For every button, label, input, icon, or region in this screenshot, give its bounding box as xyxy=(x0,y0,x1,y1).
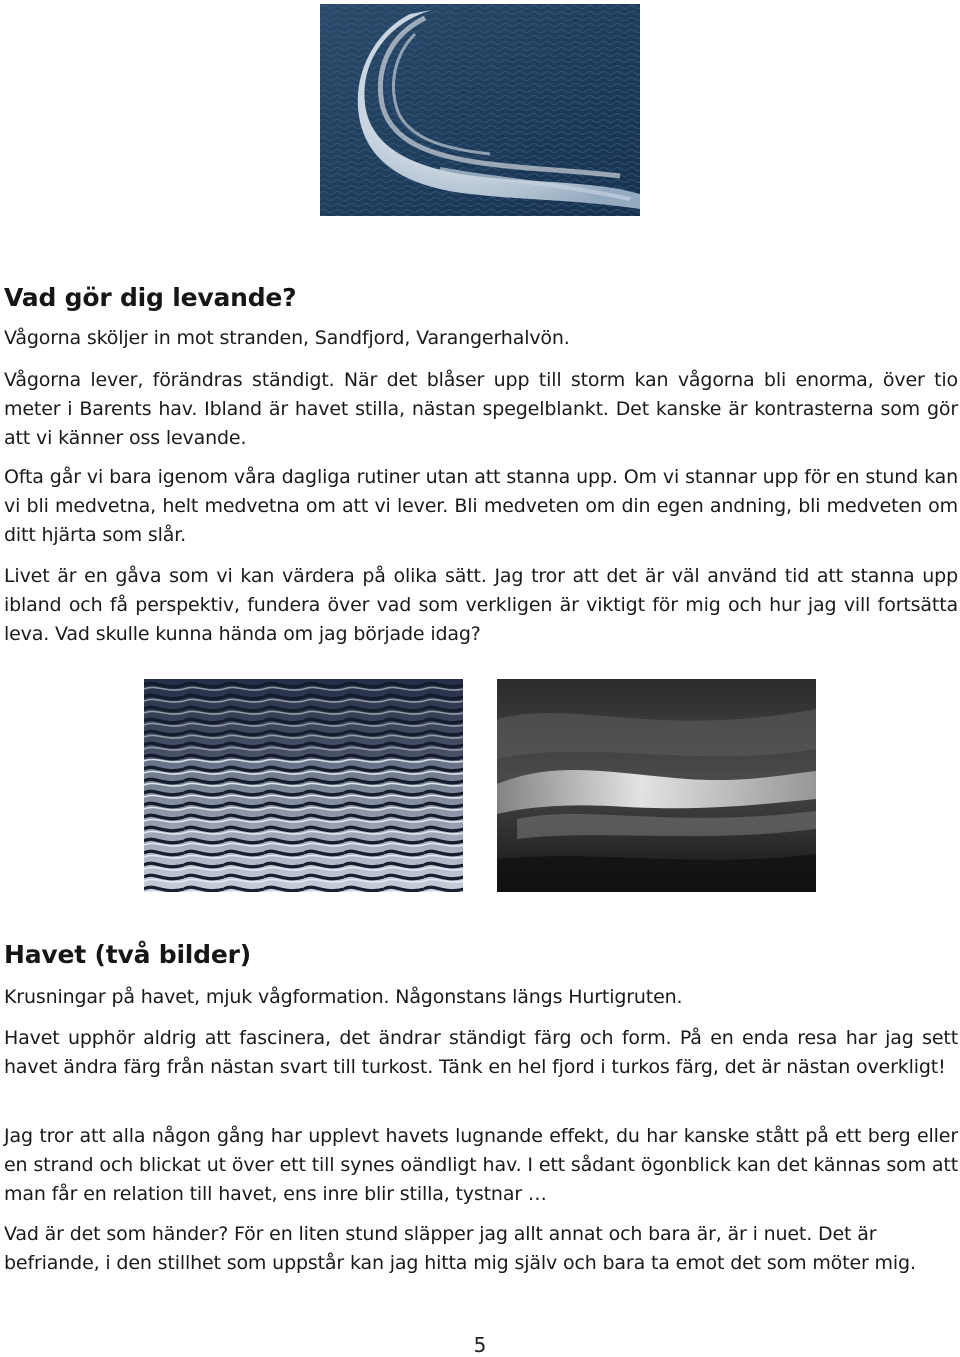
page-number: 5 xyxy=(473,1333,487,1357)
body-paragraph: Havet upphör aldrig att fascinera, det ändrar ständigt färg och form. På en enda resa har jag sett havet ändra färg från nästan svart till turkost. Tänk en hel fjord i turkos färg, det är nästan overkligt! xyxy=(4,1027,958,1078)
body-paragraph: Vad är det som händer? För en liten stund släpper jag allt annat och bara är, är i nuet. Det är befriande, i den stillhet som uppstår kan jag hitta mig själv och bara ta emot det som möter mig. xyxy=(4,1223,916,1274)
body-paragraph: Livet är en gåva som vi kan värdera på olika sätt. Jag tror att det är väl använd tid att stanna upp ibland och få perspektiv, fundera över vad som verkligen är viktigt för mig och hur jag vill fortsätta leva. Vad skulle kunna hända om jag började idag? xyxy=(4,565,958,645)
photo-caption: Krusningar på havet, mjuk vågformation. Någonstans längs Hurtigruten. xyxy=(4,986,683,1008)
body-paragraph: Ofta går vi bara igenom våra dagliga rutiner utan att stanna upp. Om vi stannar upp för en stund kan vi bli medvetna, helt medvetna om att vi lever. Bli medveten om din egen andning, bli medveten om ditt hjärta som slår. xyxy=(4,466,958,546)
sea-wave-photo xyxy=(320,4,640,216)
body-paragraph: Vågorna lever, förändras ständigt. När det blåser upp till storm kan vågorna bli enorma, över tio meter i Barents hav. Ibland är havet stilla, nästan spegelblankt. Det kanske är kontrasterna som gör att vi känner oss levande. xyxy=(4,369,958,449)
water-ripples-photo xyxy=(144,679,463,892)
body-paragraph: Jag tror att alla någon gång har upplevt havets lugnande effekt, du har kanske stått på ett berg eller en strand och blickat ut över ett till synes oändligt hav. I ett sådant ögonblick kan det kännas som att man får en relation till havet, ens inre blir stilla, tystnar … xyxy=(4,1125,958,1205)
photo-caption: Vågorna sköljer in mot stranden, Sandfjord, Varangerhalvön. xyxy=(4,327,570,349)
section-heading-levande: Vad gör dig levande? xyxy=(4,283,297,312)
silver-water-photo xyxy=(497,679,816,892)
section-heading-havet: Havet (två bilder) xyxy=(4,940,251,969)
